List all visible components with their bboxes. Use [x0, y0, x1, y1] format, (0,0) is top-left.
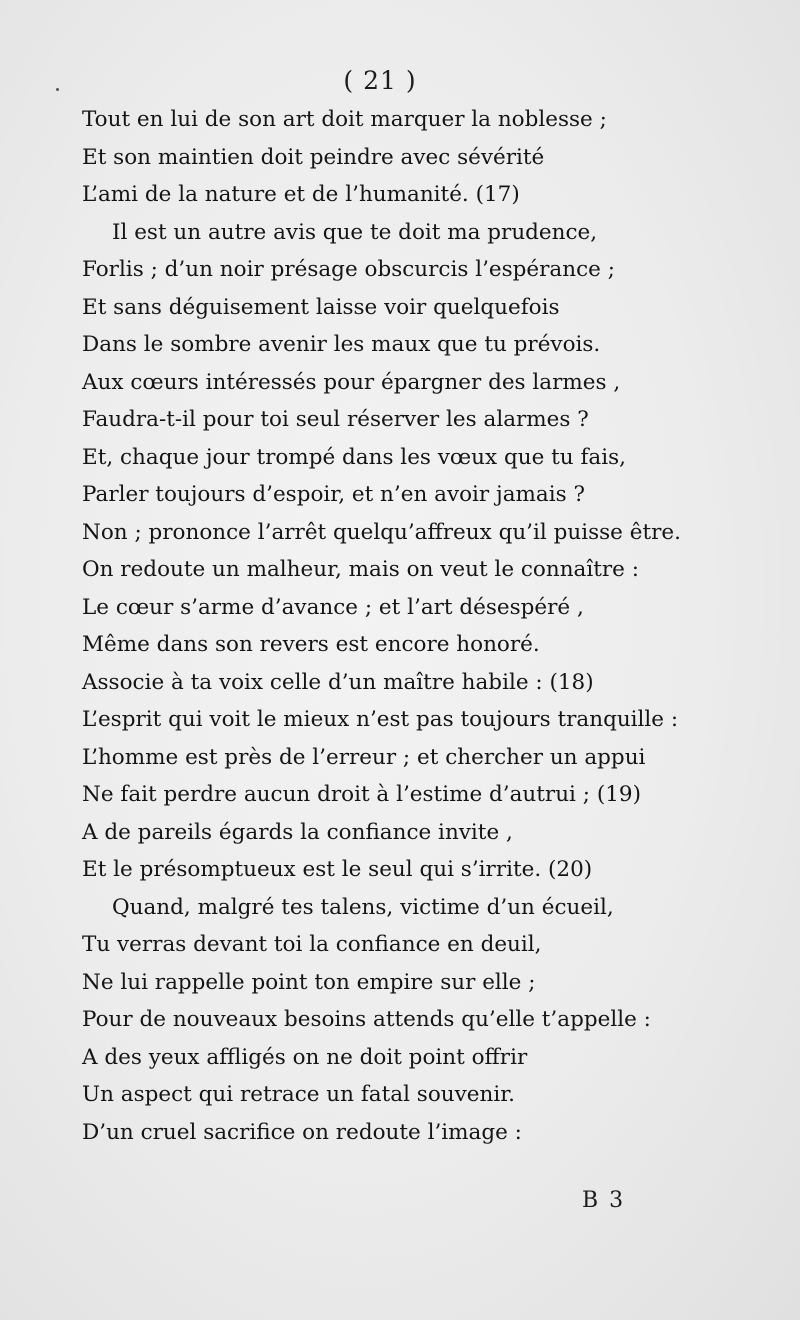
verse-line: Dans le sombre avenir les maux que tu prévois. [82, 332, 601, 357]
verse-line: Parler toujours d’espoir, et n’en avoir jamais ? [82, 482, 586, 507]
verse-line: Aux cœurs intéressés pour épargner des larmes , [82, 369, 621, 395]
verse-line: Et son maintien doit peindre avec sévérité [82, 144, 545, 170]
verse-line: Faudra-t-il pour toi seul réserver les alarmes ? [82, 407, 589, 432]
verse-line: Forlis ; d’un noir présage obscurcis l’espérance ; [82, 257, 615, 282]
verse-line: Non ; prononce l’arrêt quelqu’affreux qu’il puisse être. [82, 519, 681, 545]
signature-mark: B 3 [582, 1188, 626, 1213]
page-number: ( 21 ) [343, 66, 417, 95]
verse-line: Même dans son revers est encore honoré. [82, 632, 540, 657]
verse-line: Tu verras devant toi la confiance en deuil, [82, 932, 542, 957]
verse-line: Et, chaque jour trompé dans les vœux que tu fais, [82, 444, 626, 470]
verse-line: A de pareils égards la confiance invite , [82, 819, 513, 845]
verse-line: Ne fait perdre aucun droit à l’estime d’autrui ; (19) [82, 782, 641, 807]
verse-line: Tout en lui de son art doit marquer la noblesse ; [82, 107, 607, 132]
verse-line: A des yeux affligés on ne doit point offrir [82, 1044, 528, 1070]
verse-line: L’esprit qui voit le mieux n’est pas toujours tranquille : [82, 707, 679, 732]
verse-line: D’un cruel sacrifice on redoute l’image : [82, 1119, 522, 1145]
verse-line: Un aspect qui retrace un fatal souvenir. [82, 1082, 515, 1107]
verse-line: L’ami de la nature et de l’humanité. (17) [82, 182, 520, 207]
verse-line: Associe à ta voix celle d’un maître habile : (18) [82, 669, 594, 695]
verse-line: Et le présomptueux est le seul qui s’irrite. (20) [82, 857, 593, 882]
poem-verse [82, 101, 782, 1151]
verse-line: Le cœur s’arme d’avance ; et l’art désespéré , [82, 594, 584, 620]
verse-line: On redoute un malheur, mais on veut le connaître : [82, 557, 639, 582]
verse-line: Pour de nouveaux besoins attends qu’elle t’appelle : [82, 1007, 651, 1032]
verse-line: Il est un autre avis que te doit ma prudence, [112, 219, 598, 245]
verse-line: Ne lui rappelle point ton empire sur elle ; [82, 969, 536, 995]
verse-line: Et sans déguisement laisse voir quelquefois [82, 294, 560, 320]
verse-line: L’homme est près de l’erreur ; et chercher un appui [82, 744, 646, 770]
verse-line: Quand, malgré tes talens, victime d’un écueil, [112, 894, 614, 920]
